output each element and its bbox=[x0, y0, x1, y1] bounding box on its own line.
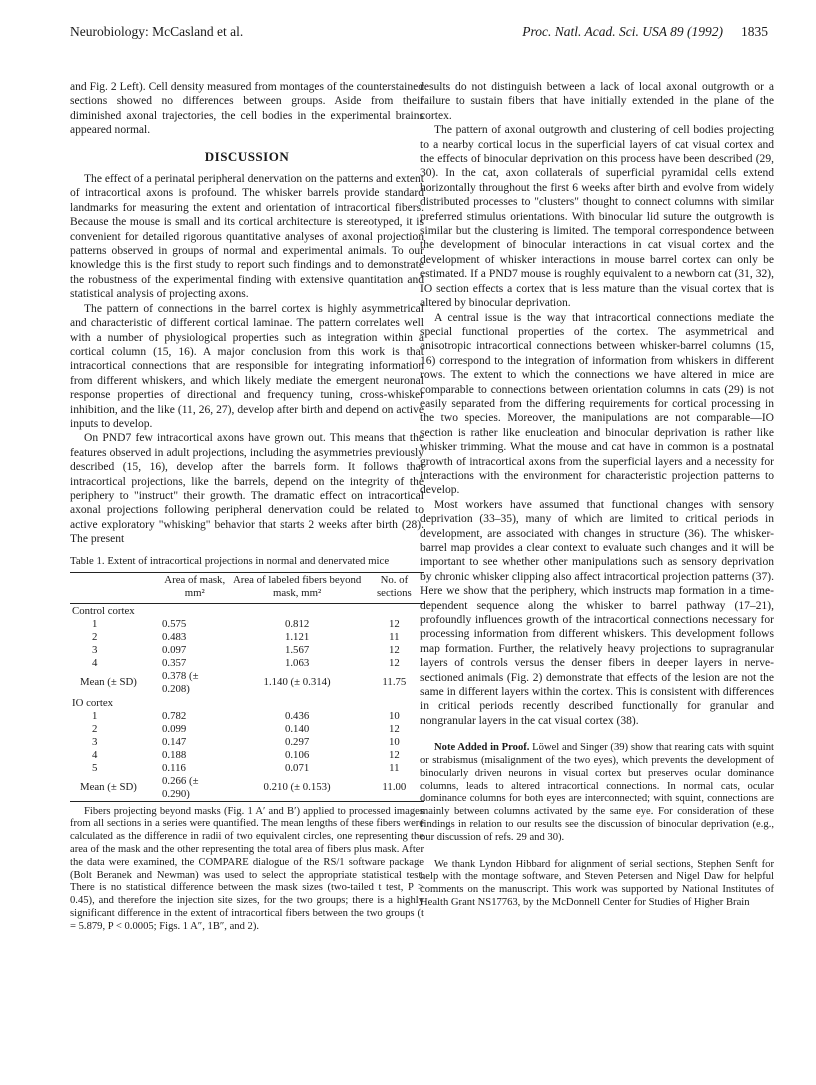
table-cell: 11.00 bbox=[382, 781, 407, 794]
table-row bbox=[70, 644, 424, 657]
table-cell: 12 bbox=[388, 722, 400, 735]
note-title: Note Added in Proof. bbox=[434, 742, 530, 754]
table-cell: 3 bbox=[92, 643, 98, 656]
table-cell: 3 bbox=[92, 735, 98, 748]
table-cell: 1.121 bbox=[284, 630, 310, 643]
table-cell: 0.071 bbox=[284, 761, 310, 774]
discussion-heading: DISCUSSION bbox=[204, 148, 290, 164]
table-header-cell: Area of labeled fibers beyond mask, mm² bbox=[232, 573, 362, 599]
table-cell: 0.266 (± 0.290) bbox=[162, 774, 199, 800]
table-cell: 0.210 (± 0.153) bbox=[263, 781, 331, 794]
table-header-cell: Area of mask, mm² bbox=[164, 573, 226, 599]
discussion-paragraph-3: On PND7 few intracortical axons have grown out. This means that the features observed in adult projections, including the asymmetries previously described (15, 16), develop after the barrels form. It follows that intracortical projections, like the barrels, depend on the integrity of the periphery to "instruct" their growth. The dramatic effect on intracortical axonal projections following peripheral denervation could be related to active exploratory "whisking" behavior that starts 2 weeks after birth (28). The present bbox=[70, 432, 424, 546]
right-column bbox=[420, 80, 774, 910]
table-caption: Table 1. Extent of intracortical projections in normal and denervated mice bbox=[70, 554, 390, 567]
running-header-right bbox=[522, 24, 768, 40]
table-row bbox=[70, 736, 424, 749]
table-group-row bbox=[70, 603, 424, 618]
table-cell: 11.75 bbox=[382, 676, 407, 689]
acknowledgment: We thank Lyndon Hibbard for alignment of serial sections, Stephen Senft for help with the montage software, and Steven Petersen and Nigel Daw for helpful comments on the manuscript. This work was supported by National Institutes of Health Grant NS17763, by the McDonnell Center for Studies of Higher Brain bbox=[420, 858, 774, 909]
table-row bbox=[70, 710, 424, 723]
discussion-paragraph-1: The effect of a perinatal peripheral denervation on the patterns and extent of intracortical axons is profound. The whisker barrels provide standard landmarks for measuring the extent and orientation of intracortical fibers. Because the mouse is small and its cortical architecture is stereotyped, it is convenient for detailed rigorous quantitative analyses of axonal projection patterns observed in groups of normal and experimental animals. To our knowledge this is the first study to report such findings and to demonstrate the robustness of the experimental finding with extensive quantitation and statistical analysis of projecting axons. bbox=[70, 173, 424, 301]
table-cell: 0.483 bbox=[162, 630, 187, 643]
table-cell: 0.812 bbox=[284, 617, 310, 630]
table-cell: 0.116 bbox=[162, 761, 186, 774]
table-cell: 0.147 bbox=[162, 735, 187, 748]
table-cell: 1 bbox=[92, 617, 98, 630]
table-cell: 12 bbox=[388, 656, 400, 669]
page-number: 1835 bbox=[741, 24, 768, 39]
table-row bbox=[70, 631, 424, 644]
table-cell: 2 bbox=[92, 630, 98, 643]
paragraph-continued: and Fig. 2 Left). Cell density measured from montages of the counterstained sections showed no differences between groups. Aside from their diminished axonal trajectories, the cell bodies in the experimental brains appeared normal. bbox=[70, 81, 424, 137]
table-cell: 0.378 (± 0.208) bbox=[162, 669, 199, 695]
table-cell: 0.188 bbox=[162, 748, 187, 761]
note-added-in-proof bbox=[420, 742, 774, 844]
table-row bbox=[70, 749, 424, 762]
table-cell: 0.575 bbox=[162, 617, 187, 630]
table-cell: 0.140 bbox=[284, 722, 310, 735]
table-cell: 0.436 bbox=[284, 709, 310, 722]
table-mean-row bbox=[70, 670, 424, 696]
table-cell: 4 bbox=[92, 656, 98, 669]
table-cell: 11 bbox=[389, 761, 400, 774]
note-body: Löwel and Singer (39) show that rearing cats with squint or strabismus (misalignment of the two eyes), which prevents the development of binocularly driven neurons in visual cortex but preserves ocular dominance columns, leads to altered intracortical connections. In normal cats, ocular dominance columns for both eyes are interconnected; with squint, connections are mainly between columns activated by the same eye. For consideration of these findings in relation to our results see the discussion of binocular deprivation (e.g., our discussion of refs. 29 and 30). bbox=[420, 742, 774, 843]
table-cell: 5 bbox=[92, 761, 98, 774]
table-cell: 1.567 bbox=[284, 643, 310, 656]
table-cell: 0.106 bbox=[284, 748, 310, 761]
discussion-paragraph-5: A central issue is the way that intracortical connections mediate the special functional properties of the cortex. The asymmetrical and anisotropic intracortical connections between whisker-barrel columns (15, 16) correspond to the integration of information from whiskers in different rows. The extent to which the connections we have altered in mice are comparable to connections between orientation columns in cats (29) is not easily separated from the differing requirements for cortical processing in the two species. Moreover, the manipulations are not comparable—IO section is rather like enucleation and binocular deprivation is rather like whisker trimming. What the mouse and cat have in common is a postnatal growth of intracortical axons from the superficial layers and a necessity for interactions with the environment for characteristic projection patterns to develop. bbox=[420, 311, 774, 497]
table-cell: 0.782 bbox=[162, 709, 187, 722]
left-column bbox=[70, 80, 424, 934]
table-group-label: Control cortex bbox=[72, 604, 135, 617]
table-cell: 10 bbox=[388, 709, 400, 722]
running-header-left: Neurobiology: McCasland et al. bbox=[70, 24, 244, 39]
table-cell: 12 bbox=[388, 643, 400, 656]
table-cell: 0.099 bbox=[162, 722, 187, 735]
table-cell: 4 bbox=[92, 748, 98, 761]
table-mean-row bbox=[70, 775, 424, 802]
table-header-cell bbox=[70, 572, 160, 603]
table-header-cell: No. of sections bbox=[376, 573, 412, 599]
table-group-label: IO cortex bbox=[72, 696, 114, 709]
discussion-paragraph-2: The pattern of connections in the barrel cortex is highly asymmetrical and characteristic of different cortical laminae. The pattern correlates well with a number of physiological properties such as integration within a cortical column (15, 16). A major conclusion from this work is that intracortical connections that are responsible for integrating information from different whiskers, and which likely mediate the emergent neuronal response properties of directional and frequency tuning, cross-whisker inhibition, and the like (11, 26, 27), develop after birth and depend on active inputs to develop. bbox=[70, 302, 424, 430]
table-cell: 10 bbox=[388, 735, 400, 748]
table-cell: 0.357 bbox=[162, 656, 187, 669]
table-footnote: Fibers projecting beyond masks (Fig. 1 A′ and B′) applied to processed images from all sections in a series were quantified. The mean lengths of these fibers were calculated as the difference in radii of two equivalent circles, one representing the area of the mask and the other representing the total area of fibers plus mask. After the data were examined, the COMPARE dialogue of the RS/1 software package (Bolt Beranek and Newman) was used to select the appropriate statistical test. There is no statistical difference between the mask sizes (two-tailed t test, P > 0.45), and therefore the injection site sizes, for the two groups; there is a highly significant difference in the extent of intracortical fibers between the two groups (t = 5.879, P < 0.0005; Figs. 1 A″, 1B″, and 2). bbox=[70, 805, 424, 932]
table-row bbox=[70, 762, 424, 775]
table-row bbox=[70, 618, 424, 631]
paragraph-continued: results do not distinguish between a lack of local axonal outgrowth or a failure to sustain fibers that have initially extended in the plane of the cortex. bbox=[420, 81, 774, 122]
table-cell: 1 bbox=[92, 709, 98, 722]
journal-citation: Proc. Natl. Acad. Sci. USA 89 (1992) bbox=[522, 24, 723, 39]
table-row bbox=[70, 657, 424, 670]
data-table bbox=[70, 572, 424, 802]
table-cell: 2 bbox=[92, 722, 98, 735]
table-cell: Mean (± SD) bbox=[80, 781, 137, 794]
table-cell: Mean (± SD) bbox=[80, 676, 137, 689]
discussion-paragraph-6: Most workers have assumed that functional changes with sensory deprivation (33–35), many of which are limited to critical periods in development, are associated with changes in structure (36). The whisker-barrel map provides a clear context to evaluate such changes and it will be important to see whether other manipulations such as sensory deprivation by chronic whisker clipping also affect intracortical projection patterns (37). Here we show that the periphery, which instructs map formation in a time-dependent sequence along the whisker to barrel pathway (17–21), profoundly influences growth of the intracortical connections necessary for processing information from different whiskers. This development follows map formation. Further, the relatively heavy projections to supragranular layers of controls versus the denser fibers in deeper layers in nerve-sectioned animals (Fig. 2) demonstrate that effects of the lesion are not the same in different layers within the cortex. This is consistent with differences in critical periods recently described functionally for granular and nongranular layers in the cat visual cortex (38). bbox=[420, 498, 774, 727]
table-group-row bbox=[70, 696, 424, 710]
table-cell: 0.097 bbox=[162, 643, 187, 656]
discussion-paragraph-4: The pattern of axonal outgrowth and clustering of cell bodies projecting to a nearby cortical locus in the superficial layers of cat visual cortex and the effects of binocular deprivation on this process have been described (29, 30). In the cat, axon collaterals of superficial pyramidal cells extend horizontally throughout the first 6 weeks after birth and evolve from widely distributed processes to "clusters" thought to connect columns with similar preferred stimulus orientations. With binocular lid suture the outgrowth is similar but the clustering is limited. The temporal correspondence between the development of binocular interactions in cat visual cortex and the development of whisker interactions in mouse barrel cortex can only be estimated. If a PND7 mouse is roughly equivalent to a newborn cat (31, 32), IO section effects a cortex that is less mature than the visual cortex that is altered by binocular deprivation. bbox=[420, 124, 774, 310]
table-cell: 1.140 (± 0.314) bbox=[263, 676, 331, 689]
table-row bbox=[70, 723, 424, 736]
table-cell: 11 bbox=[389, 630, 400, 643]
table-cell: 12 bbox=[388, 748, 400, 761]
table-cell: 12 bbox=[388, 617, 400, 630]
table-cell: 0.297 bbox=[284, 735, 310, 748]
table-cell: 1.063 bbox=[284, 656, 310, 669]
